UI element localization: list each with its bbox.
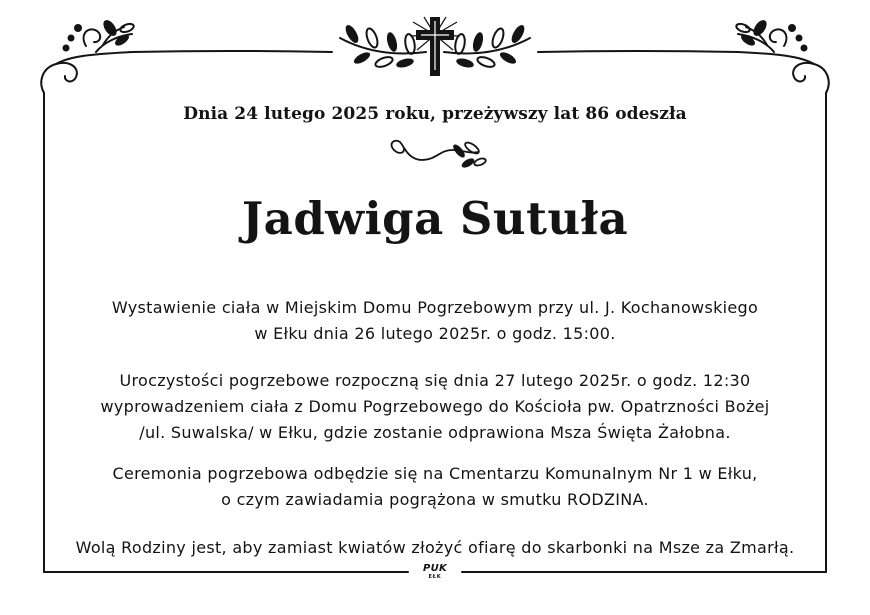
burial-paragraph (50, 461, 820, 513)
frame-top-right-line (538, 51, 738, 52)
ceremony-line: Uroczystości pogrzebowe rozpoczną się dnia 27 lutego 2025r. o godz. 12:30 (119, 371, 751, 390)
viewing-paragraph (50, 295, 820, 347)
corner-ornament-top-right-icon (735, 18, 828, 93)
family-wish-line: Wolą Rodziny jest, aby zamiast kwiatów złożyć ofiarę do skarbonki na Msze za Zmarłą. (75, 538, 795, 557)
corner-ornament-top-left-icon (41, 18, 134, 93)
family-wish-paragraph (30, 535, 840, 561)
cross-icon (411, 17, 459, 76)
ceremony-paragraph (50, 368, 820, 446)
viewing-line: Wystawienie ciała w Miejskim Domu Pogrzebowym przy ul. J. Kochanowskiego (111, 298, 759, 317)
burial-line: Ceremonia pogrzebowa odbędzie się na Cmentarzu Komunalnym Nr 1 w Ełku, (112, 464, 758, 483)
viewing-line: w Ełku dnia 26 lutego 2025r. o godz. 15:00. (254, 324, 616, 343)
laurel-branch-left-icon (340, 23, 426, 69)
deceased-name: Jadwiga Sutuła (241, 192, 629, 245)
puk-logo (414, 563, 456, 583)
frame-top-left-line (132, 51, 332, 52)
logo-main-text: PUK (422, 563, 448, 574)
burial-line: o czym zawiadamia pogrążona w smutku RODZINA. (221, 490, 649, 509)
divider-flourish-icon (392, 141, 487, 170)
logo-sub-text: EŁK (428, 574, 442, 580)
ceremony-line: wyprowadzeniem ciała z Domu Pogrzebowego do Kościoła pw. Opatrzności Bożej (100, 397, 770, 416)
ceremony-line: /ul. Suwalska/ w Ełku, gdzie zostanie odprawiona Msza Święta Żałobna. (139, 423, 731, 442)
laurel-branch-right-icon (444, 23, 530, 69)
intro-line: Dnia 24 lutego 2025 roku, przeżywszy lat 86 odeszła (183, 104, 687, 124)
